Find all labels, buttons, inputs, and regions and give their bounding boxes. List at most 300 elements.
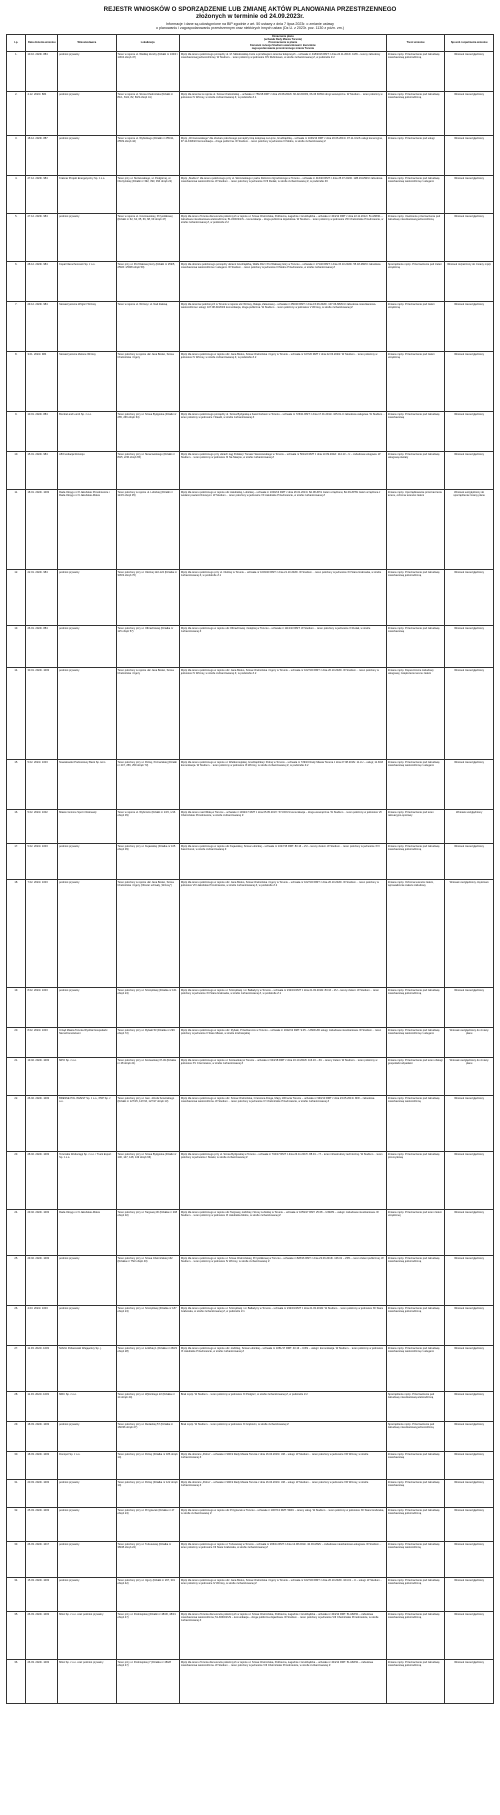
cell-date: 5.02. 2024r. 1003 [26, 844, 58, 880]
cell-date: 7.02. 2024r. 1003 [26, 880, 58, 988]
cell-lp: 12. [7, 570, 26, 626]
cell-request-content: Zmiana mpzp. Przeznaczenie pod zabudowę mieszkaniową [386, 1452, 444, 1480]
cell-request-content: Zmiana mpzp. Uwolnienie przeznaczenia pod zabudowę mieszkaniową jednorodzinną [386, 214, 444, 262]
cell-lp: 15. [7, 760, 26, 810]
cell-location: Teren przy ul. Podmiejskiej (Działki nr 48/30, 48/31 obręb 47) [116, 1612, 179, 1660]
cell-result: Wniosek nieuwzględniony [445, 1306, 494, 1346]
cell-date: 11.03. 2024r. 1003 [26, 1392, 58, 1422]
cell-result: Wniosek nieuwzględniony [445, 1480, 494, 1508]
cell-result: Wniosek uwzględniony częściowo [445, 880, 494, 988]
cell-result: Wniosek nieuwzględniony [445, 1422, 494, 1452]
table-row [7, 1256, 494, 1306]
cell-applicant: podmiot prywatny [58, 988, 116, 1028]
cell-plan-info: Mpzp dla obszaru „Polna” – uchwała nr 99/19 Rady Miasta Torunia z dnia 16.04.2019r. UM – usługi. W Studium… teren położony w jednostce XIII Wrzosy, w strefie zurbanizowanej Z [179, 1480, 386, 1508]
table-row [7, 1508, 494, 1542]
cell-applicant: NAVILI Poltarowski Wiejąwnicy Sp. j. [58, 1346, 116, 1392]
cell-location: Teren położony przy ul. Polnej (Działka nr 186 obręb 14) [116, 1452, 179, 1480]
header-plan-line4: zagospodarowania przestrzennego miasta Torunia [251, 47, 314, 51]
table-body [7, 52, 494, 1704]
cell-applicant: Rada Okręgu nr 9 Jakubskie-Mokre [58, 1210, 116, 1256]
cell-date: 26.03. 2024r. 1017 [26, 1542, 58, 1578]
cell-applicant: podmiot prywatny [58, 880, 116, 988]
cell-result: Wniosek rozpatrzony do zmiany mpzp [445, 262, 494, 302]
cell-result: Wniosek nieuwzględniony [445, 668, 494, 760]
cell-lp: 31. [7, 1480, 26, 1508]
cell-request-content: Zmiana mpzp. Przeznaczenie pod zabudowę mieszkaniową jednorodzinną [386, 1612, 444, 1660]
cell-lp: 13. [7, 626, 26, 668]
cell-request-content: Zmiana mpzp. Przeznaczenie pod teren obsługi gospodarki odpadami [386, 1058, 444, 1096]
cell-location: Teren w rejonie ul. Wybickiego (Działki nr 255/11, 255/9 obręb 44) [116, 136, 179, 176]
table-row [7, 1058, 494, 1096]
cell-request-content: Zmiana mpzp. Przeznaczenie pod zabudowę mieszkaniową jednorodzinną [386, 92, 444, 136]
cell-result: Wniosek uwzględniony do zmiany planu [445, 1028, 494, 1058]
table-row [7, 302, 494, 352]
cell-plan-info: Mpzp dla terenu położonego przy ulicach Łąg Polskiej i Tomasz Siewcowskiego w Toruniu – uchwała nr 501/22 RMT z dnia 13.09.2022r. 114.13 – U – zabudowa usługowa. W Studium… teren położony w jednostce XI Na Skarpie, w strefie zurbanizowanej Z [179, 452, 386, 490]
cell-location: Teren położony przy ul. Turkusowej (Działka nr 38/38 obręb 24) [116, 1542, 179, 1578]
header-plan-line1: (uchwała Rady Miasta Torunia) [263, 38, 302, 42]
header-content: Treść wniosku [386, 34, 444, 51]
cell-location: Teren w rejonie ul. Wielkiej Zemby (Działki nr 130/3 i 130/4 obręb 47) [116, 52, 179, 92]
cell-request-content: Zmiana mpzp. Przeznaczenie pod zabudowę mieszkaniową jednorodzinną [386, 1256, 444, 1306]
document-subtitle [6, 22, 494, 31]
cell-request-content: Zmiana mpzp. Przeznaczenie pod zabudowę mieszkaniową wielorodzinną z usługami [386, 1346, 444, 1392]
cell-location: Teren w rejonie ul. Czerniewskiej, Przysiółkowej (Działki nr 62, 64, 65, 66, 68, 69 obręb 47) [116, 214, 179, 262]
cell-date: 26.03. 2024r. 1003 [26, 1612, 58, 1660]
cell-request-content: Zmiana mpzp. Przeznaczenie pod zabudowę mieszkaniową jednorodzinną [386, 844, 444, 880]
cell-location: Teren położony przy ul. Szosa Chełmińskiej 162 (Działka nr 75/2 obręb 40) [116, 1256, 179, 1306]
cell-date: 27.12. 2023r. 984 [26, 176, 58, 214]
cell-request-content: Zmiana mpzp. Przeznaczenie pod zabudowę przemysłową [386, 1152, 444, 1210]
cell-result: Wniosek nieuwzględniony [445, 626, 494, 668]
cell-plan-info: Mpzp dla terenu nad Wisłą w Toruniu – uchwała nr 1032/17 RMT z dnia 05.05.2017r. 57-KDX/1 komunikacja – droga wewnętrzna. W Studium… teren położony w jednostce VII Chełmińskie Przedmieście, w strefie zurbanizowanej Z [179, 810, 386, 844]
subtitle-line-2: o planowaniu i zagospodarowaniu przestrzennym oraz niektórych innych ustaw (Dz.U. z 2023r. poz. 1130 z późn. zm.) [156, 26, 344, 31]
cell-date: 29.02. 2024r. 1003 [26, 1256, 58, 1306]
table-row [7, 1392, 494, 1422]
cell-date: 22.01. 2024r. 984 [26, 570, 58, 626]
cell-applicant: Domipol Sp. z o.o. [58, 1452, 116, 1480]
cell-applicant: podmiot prywatny [58, 844, 116, 880]
cell-result: Wniosek nieuwzględniony [445, 1096, 494, 1152]
cell-location: Teren położony przy ul. Rudackiej 57 (Działka nr 160/36 obręb 27) [116, 1422, 179, 1452]
cell-lp: 32. [7, 1508, 26, 1542]
cell-request-content: Zmiana mpzp. Przeznaczenie pod zabudowę mieszkaniową wielorodzinną [386, 1096, 444, 1152]
cell-applicant: podmiot prywatny [58, 1422, 116, 1452]
table-row [7, 570, 494, 626]
cell-plan-info: Mpzp „Chrzanowskiego” dla obszaru położonego pomiędzy linią kolejową na Lipno, Grudziądzką – uchwała nr 1046/13 RMT z dnia 20.06.2013r. 97.11-UG/S usługi komercyjne, 97.11-KDZ/2/3 komunikacja – droga publiczna. W Studium… teren położony w jednostce III Mokre, w strefie zurbanizowanej Z [179, 136, 386, 176]
cell-result: Wniosek nieuwzględniony [445, 1152, 494, 1210]
table-row [7, 1578, 494, 1612]
table-row [7, 844, 494, 880]
cell-plan-info: Mpzp dla terenu położonego w rejonie ulic Przypiecek w Toruniu – uchwała nr 1007/13 RMT. 54RU – tereny usług. W Studium… teren położony w jednostce XII Stara Grabowka, w strefie zurbanizowanej Z [179, 1508, 386, 1542]
header-plan-line3: Kierunek rozwoju Studium uwarunkowań i kierunków [249, 44, 316, 48]
cell-applicant: podmiot prywatny [58, 1256, 116, 1306]
table-row [7, 1346, 494, 1392]
cell-request-content: Zmiana mpzp. Przeznaczenie pod zabudowę mieszkaniową jednorodzinną [386, 570, 444, 626]
cell-date: 8.02. 2024r. 1003 [26, 988, 58, 1028]
table-row [7, 810, 494, 844]
cell-date: 26.03. 2024r. 1003 [26, 1660, 58, 1704]
cell-applicant: podmiot prywatny [58, 1508, 116, 1542]
cell-result: Wniosek nieuwzględniony [445, 412, 494, 452]
cell-plan-info: Mpzp dla terenów położonych w Toruniu w rejonie ulic Wrzosy, Rataja, Zalewowej – uchwała nr 456/20 RMT z dnia 15.06.2020r. 107.06-MMV/U zabudowa mieszkaniowo-wielorodzinna i usługi; 107.08-KDZ/2/3 komunikacja, droga publiczna. W Studium… teren położony w jednostce V Wrzosy, w strefie zurbanizowanej Z [179, 302, 386, 352]
cell-location: Teren położony przy ul. Targowej 30 (Działka nr 208 obręb 32) [116, 1210, 179, 1256]
cell-plan-info: Mpzp dla terenu Torunia dla terenów położonych w rejonie ul. Szosa Chełmińska, Polrkierna, Łagodnie i Grudziądzka – uchwała nr 404/12 RMT. 51-MM/31 – zabudowa mieszkaniowa wielorodzinna. W Studium… teren położony w jednostce VIII Chełmińskie Przedmieście, w strefie zurbanizowanej Z [179, 1660, 386, 1704]
cell-request-content: Zmiana mpzp. Przeznaczenie pod zabudowę mieszkaniową wielorodzinną z usługami [386, 176, 444, 214]
cell-applicant: Kraśnar Projekt Energetyczny Sp. z o.o. [58, 176, 116, 214]
cell-plan-info: Mpzp dla terenu położonego pomiędzy ul. M. Skłodowskiej-Curie a przebiegiem terenów kolejowych – uchwała nr 418/2016 RMT z dnia 24.11.2016r. 1MN – tereny zabudowy mieszkaniowej jednorodzinnej. W Studium… teren położony w jednostce XIV Rubinkowo, w strefie zurbanizowanej Z, w podstrefie Z.2 [179, 52, 386, 92]
cell-date: 29.02. 2024r. 1003 [26, 1210, 58, 1256]
table-row [7, 880, 494, 988]
cell-request-content: Zmiana mpzp. Przeznaczenie pod zabudowę mieszkaniową jednorodzinną [386, 1306, 444, 1346]
cell-plan-info: Mpzp dla terenu położonego w rejonie ul. Szczęśliwej i ul. Balladyny w Toruniu – uchwała nr 232/19 RMT z dnia 21.03.2019r. W Studium… teren położony w jednostce XII Stara Grabowka, w strefie zurbanizowanej Z, w podstrefie Z.1 [179, 1306, 386, 1346]
cell-location: Teren położony przy ul. Okólnej 122-124 (Działka nr 345/3 obręb 76) [116, 570, 179, 626]
cell-location: Teren położony przy ul. Szosa Bydgoska (Działki nr 265, 266 obręb 64) [116, 412, 179, 452]
cell-applicant: Urząd Miasta Torunia Wydział Gospodarki Nieruchomościami [58, 1028, 116, 1058]
header-result: Sposób rozpatrzenia wniosku [445, 34, 494, 51]
cell-request-content: Zmiana mpzp. Przeznaczenie pod zabudowę mieszkaniową [386, 626, 444, 668]
cell-applicant: Toruńskie Wodociągi Sp. z o.o. i Truck Export Sp. z o.o. [58, 1152, 116, 1210]
cell-location: Teren położony przy ul. Olbrachtowej (Działka nr 115 obręb 57) [116, 626, 179, 668]
cell-lp: 21. [7, 1058, 26, 1096]
table-row [7, 412, 494, 452]
cell-result: Wniosek nieuwzględniony [445, 1612, 494, 1660]
cell-request-content: Zmiana mpzp. Przeznaczenie pod zabudowę mieszkaniową jednorodzinną [386, 52, 444, 92]
cell-plan-info: Mpzp dla terenu położonego w rejonie ulic: Jana Bosko, Szosa Chełmińska i Ugory w Toruniu – uchwała nr 1027/20 RMT z dnia 26.10.2020r. W Studium… teren położony w jednostce VIII Jakubskie Przedmieście, w strefie zurbanizowanej Z, w podstrefie Z.2 [179, 880, 386, 988]
cell-request-content: Zmiana mpzp. Przeznaczenie pod zabudowę mieszkaniową jednorodzinną [386, 1508, 444, 1542]
cell-location: Teren położony przy ul. Wybickiego 22 (Działka nr 14 obręb 44) [116, 1392, 179, 1422]
cell-request-content: Sporządzenie mpzp. Przeznaczenie pod zabudowę mieszkaniową jednorodzinną [386, 1422, 444, 1452]
cell-plan-info: Brak mpzp. W Studium… teren położony w jednostce XI Podgórz, w strefie zurbanizowanej Z, w podstrefie Z.2 [179, 1392, 386, 1422]
cell-date: 19.02. 2024r. 1003 [26, 1058, 58, 1096]
header-plan-info [179, 34, 386, 51]
cell-lp: 1. [7, 52, 26, 92]
cell-date: 4.12. 2023r. 884 [26, 92, 58, 136]
cell-applicant: MGA Sp. z o.o. oraz podmiot prywatny [58, 1660, 116, 1704]
cell-applicant: AB Fundacja Rozwoju [58, 452, 116, 490]
table-row [7, 1452, 494, 1480]
cell-location: Teren położony przy ul. Polnej, Poznańskiej (Działki nr 247, 256, 259 obręb 73) [116, 760, 179, 810]
cell-lp: 3. [7, 136, 26, 176]
cell-location: Teren położony przy ul. Siewcowskiego (Działki nr 84/5, 2/36 obręb 65) [116, 452, 179, 490]
cell-lp: 10. [7, 452, 26, 490]
cell-location: Teren położony przy ul. Kociewskiej 37-49 (Działka nr 28 obręb 21) [116, 1058, 179, 1096]
cell-result: Wniosek nieuwzględniony [445, 1452, 494, 1480]
cell-result: Wniosek nieuwzględniony [445, 1210, 494, 1256]
cell-date: 27.12. 2023r. 984 [26, 214, 58, 262]
cell-applicant: BRESSE POL INVEST Sp. z o.o., PNP Sp. z o.o. [58, 1096, 116, 1152]
cell-result: Wniosek uwzględniony do sporządzenia zmiany planu [445, 490, 494, 570]
document-title [6, 6, 494, 21]
cell-lp: 9. [7, 412, 26, 452]
cell-date: 28.02. 2024r. 1003 [26, 1152, 58, 1210]
table-row [7, 988, 494, 1028]
table-row [7, 1096, 494, 1152]
cell-lp: 19. [7, 988, 26, 1028]
cell-result: Wniosek nieuwzględniony [445, 570, 494, 626]
cell-location: Teren położony w rejonie ul. Lubickiej (Działki nr 11/15 obręb 35) [116, 490, 179, 570]
cell-date: 10.10. 2023r. 884 [26, 52, 58, 92]
cell-request-content: Zmiana mpzp. Przeznaczenie pod zabudowę mieszkaniową [386, 1480, 444, 1508]
cell-applicant: Rada Okręgu nr 8 Jakubskie Przedmieście i Rada Okręgu nr 9 Jakubskie-Mokre [58, 490, 116, 570]
cell-date: 8.02. 2024r. 1003 [26, 1028, 58, 1058]
cell-date: 30.01. 2024r. 1003 [26, 668, 58, 760]
cell-request-content: Zmiana mpzp. Przeznaczenie pod zabudowę mieszkaniową jednorodzinną [386, 988, 444, 1028]
cell-lp: 7. [7, 302, 26, 352]
table-row [7, 136, 494, 176]
register-table [6, 34, 494, 1704]
cell-request-content: Zmiana mpzp. Przeznaczenie pod usługi [386, 136, 444, 176]
cell-lp: 33. [7, 1542, 26, 1578]
cell-applicant: podmiot prywatny [58, 1542, 116, 1578]
cell-date: 18.12. 2023r. 887 [26, 136, 58, 176]
table-row [7, 668, 494, 760]
cell-result: Wniosek nieuwzględniony [445, 52, 494, 92]
cell-date: 15.03. 2024r. 1003 [26, 1578, 58, 1612]
cell-location: Teren przy ul. Prof Dałowej Góry (Działki nr 259/5, 259/6 i 259/8 obręb 59) [116, 262, 179, 302]
title-line-2: złożonych w terminie od 24.09.2023r. [196, 13, 304, 21]
cell-plan-info: Mpzp „Studium” dla terenu położonego przy ul. Skrzetuskiego i parku Rolniczo-Ogrodniczego w Toruniu – uchwała nr 416/20 RMT z dnia 25.07.2020r. 12B.19-MW/U zabudowa mieszkaniowa wielorodzinna. W Studium… teren położony w jednostce XVII Rudak, w strefie zurbanizowanej Z, w podstrefie Z3 [179, 176, 386, 214]
table-row [7, 262, 494, 302]
table-row [7, 1210, 494, 1256]
cell-result: Wniosek nieuwzględniony [445, 302, 494, 352]
cell-request-content: Zmiana mpzp. Uporządkowanie przeznaczenia terenu, ochrona terenów zieleni [386, 490, 444, 570]
table-header-row [7, 34, 494, 51]
cell-location: Teren położony przy ul. Gen. Józefa Sowińskiego (Działki nr 127/15, 127/16, 127/17 obręb 13) [116, 1096, 179, 1152]
cell-location: Teren przy ul. Skrzetuskiego, ul. Podgórnej, ul. Olsztyńskiej (Działki nr 392, 393, 394 obręb 22) [116, 176, 179, 214]
cell-plan-info: Mpzp dla terenu położonego w rejonie ulic: Jana Bosko, Szosa Chełmińska i Ugory w Toruniu – uchwała nr 1027/20 RMT z dnia 26.10.2020r. W Studium… teren położony w jednostce IV Wrzosy, w strefie zurbanizowanej Z, w podstrefie Z.2 [179, 668, 386, 760]
table-row [7, 352, 494, 412]
cell-request-content: Zmiana mpzp. Przeznaczenie pod zabudowę mieszkaniową wielorodzinną [386, 1542, 444, 1578]
cell-applicant: podmiot prywatny [58, 1306, 116, 1346]
cell-plan-info: Mpzp dla terenu położonego pomiędzy ul. Szosa Bydgoską a Kaszczorkiem w Toruniu – uchwała nr 726/11 RMT z dnia 17.01.2011r. 105.01-U zabudowa usługowa. W Studium… teren położony w jednostce I Stawki, w strefie zurbanizowanej Z [179, 412, 386, 452]
cell-lp: 5. [7, 214, 26, 262]
cell-result: Wniosek nieuwzględniony [445, 92, 494, 136]
cell-location: Teren położony przy ul. Szczęśliwej (Działka nr 161 obręb 24) [116, 988, 179, 1028]
cell-result: Wniosek uwzględniony [445, 810, 494, 844]
cell-result: Wniosek nieuwzględniony [445, 760, 494, 810]
cell-plan-info: Mpzp dla terenu położonego w rejonie ulic: Szosa Chełmińska, Czerwona Droga, Mapy 100 lecia Toruniu – uchwała nr 930/13 RMT z dnia 23.05.2013r. MW – zabudowa mieszkaniowa wielorodzinna. W Studium… teren położony w jednostce IV Chełmińskie Przedmieście, w strefie zurbanizowanej Z [179, 1096, 386, 1152]
cell-lp: 11. [7, 490, 26, 570]
cell-plan-info: Mpzp dla terenu położonego w rejonie ulic Kujawskiej, Szosa Lubickiej – uchwała nr 1027/15 RMT. 83.16 – ZU – tereny zieleni. W Studium… teren położony w jednostce XVI Kaszczorek, w strefie zurbanizowanej Z [179, 844, 386, 880]
cell-location: Teren położony w rejonie ulic Jana Bosko, Szosa Chełmińska i Ugory [116, 668, 179, 760]
cell-request-content: Zmiana mpzp. Przeznaczenie pod zabudowę mieszkaniową jednorodzinną [386, 1578, 444, 1612]
cell-applicant: Bombel and Lumb Sp. z o.o. [58, 412, 116, 452]
cell-plan-info: Mpzp dla terenu położonego w rejonie ulic: Jana Bosko, Szosa Chełmińska i Ugory w Toruniu – uchwała nr 1027/20 RMT z dnia 26.10.2020r. 104.01 – U – usługi. W Studium… teren położony w jednostce IV Wrzosy, w strefie zurbanizowanej Z [179, 1578, 386, 1612]
cell-result: Wniosek nieuwzględniony [445, 136, 494, 176]
cell-date: 18.03. 2024r. 1003 [26, 1452, 58, 1480]
cell-request-content: Zmiana mpzp. Przeznaczenie pod zabudowę mieszkaniową jednorodzinną [386, 1660, 444, 1704]
cell-applicant: podmiot prywatny [58, 52, 116, 92]
cell-lp: 29. [7, 1422, 26, 1452]
cell-date: 29.12. 2023r. 984 [26, 302, 58, 352]
cell-location: Teren położony w rejonie ulic Jana Bosko, Szosa Chełmińska i Ugory (Obszar uchwały „Wrzosy”) [116, 880, 179, 988]
cell-lp: 25. [7, 1256, 26, 1306]
cell-request-content: Zmiana mpzp. Przeznaczenie pod teren zieleni urządzonej [386, 1210, 444, 1256]
cell-plan-info: Mpzp dla terenu położonego przy ul. Szosa Bydgoskiej w Toruniu – uchwała nr 704/17 RMT z dnia 23.11.2017r. 88.01 – IT – teren infrastruktury technicznej. W Studium… teren położony w jednostce I Stawki, w strefie zurbanizowanej Z [179, 1152, 386, 1210]
cell-plan-info: Mpzp dla obszaru „Polna” – uchwała nr 99/19 Rady Miasta Torunia z dnia 16.04.2019r. UM – usługi. W Studium… teren położony w jednostce XIII Wrzosy, w strefie zurbanizowanej Z [179, 1452, 386, 1480]
cell-result: Wniosek nieuwzględniony [445, 1346, 494, 1392]
table-row [7, 92, 494, 136]
table-row [7, 1542, 494, 1578]
cell-location: Teren w rejonie ul. Szosa Chełmińska (Działki nr 81/1, 81/2, 82, 83/3 obręb 41) [116, 92, 179, 136]
table-row [7, 1152, 494, 1210]
cell-plan-info: Mpzp dla terenu położonego w rejonie ulic Targowej, Łódzkiej i Szosy Lubickiej w Toruniu – uchwała nr 1059/17 RMT. 25.08 – U/MWS – usługi i zabudowa mieszkaniowa. W Studium… teren położony w jednostce IX Jakubskie-Mokre, w strefie zurbanizowanej Z [179, 1210, 386, 1256]
cell-lp: 23. [7, 1152, 26, 1210]
cell-applicant: podmiot prywatny [58, 92, 116, 136]
cell-lp: 4. [7, 176, 26, 214]
cell-lp: 2. [7, 92, 26, 136]
cell-date: 4.03. 2024r. 1003 [26, 1306, 58, 1346]
cell-plan-info: Mpzp dla terenu położonego w rejonie ulic: Rybaki, Przedzamcze w Toruniu – uchwała nr 1022/13 RMT. 9.05 – U/MW-ZD usługi, zabudowa mieszkaniowa. W Studium… teren położony w jednostce II Stare Miasto, w strefie śródmiejskiej [179, 1028, 386, 1058]
title-line-1: REJESTR WNIOSKÓW O SPORZĄDZENIE LUB ZMIANĘ AKTÓW PLANOWANIA PRZESTRZENNEGO [103, 6, 397, 13]
cell-lp: 22. [7, 1096, 26, 1152]
cell-result: Wniosek uwzględniony do zmiany planu [445, 1058, 494, 1096]
cell-date: 26.01. 2024r. 884 [26, 626, 58, 668]
cell-location: Teren położony przy ul. Przypiecek (Działka nr 47 obręb 24) [116, 1508, 179, 1542]
header-plan-top: Oznaczenie planu [271, 35, 294, 39]
cell-lp: 24. [7, 1210, 26, 1256]
cell-date: 18.01. 2024r. 1003 [26, 490, 58, 570]
cell-applicant: podmiot prywatny [58, 626, 116, 668]
cell-applicant: Stowarzyszenie Zielone Wrzosy [58, 352, 116, 412]
cell-plan-info: Mpzp dla terenu położonego w rejonie ul. Kociewskiej w Toruniu – uchwała nr 643/18 RMT z dnia 16.10.2018r. 116.16 – ZU – tereny zieleni. W Studium… teren położony w jednostce XV Czerniewice, w strefie zurbanizowanej Z [179, 1058, 386, 1096]
cell-request-content: Zmiana mpzp. Przeznaczenie pod zabudowę mieszkaniową wielorodzinną z usługami [386, 760, 444, 810]
cell-date: 15.01. 2024r. 984 [26, 452, 58, 490]
cell-applicant: podmiot prywatny [58, 570, 116, 626]
cell-lp: 6. [7, 262, 26, 302]
header-plan-line2: Przeznaczenie w planie [268, 41, 298, 45]
cell-location: Teren w rejonie ul. Wybrzeże (Działki nr 1/15, 1/16 obręb 39) [116, 810, 179, 844]
cell-applicant: Stowarzyszenie Wzgórz Wrzosy [58, 302, 116, 352]
cell-result: Wniosek nieuwzględniony [445, 1392, 494, 1422]
cell-request-content: Zmiana mpzp. Dopuszczenie zabudowy usługowej, zwiększenie terenu zieleni [386, 668, 444, 760]
cell-plan-info: Mpzp dla terenu położonego w rejonie ul. Turkusowej w Toruniu – uchwała nr 206/11 RMT z dnia 12.08.2011r. 42.03-MN/U – zabudowa mieszkaniowo-usługowa. W Studium… teren położony w jednostce XII Stara Grabowka, w strefie zurbanizowanej Z [179, 1542, 386, 1578]
table-row [7, 176, 494, 214]
cell-result: Wniosek nieuwzględniony [445, 1660, 494, 1704]
cell-lp: 26. [7, 1306, 26, 1346]
header-lp: Lp. [7, 34, 26, 51]
cell-location: Teren przy ul. Podmiejskiej 7 (Działka nr 48/28 obręb 47) [116, 1660, 179, 1704]
cell-date: 5.02. 2024r. 1002 [26, 810, 58, 844]
cell-location: Teren w rejonie ul. Wrzosy i ul. Nad Zalewą [116, 302, 179, 352]
table-row [7, 1422, 494, 1452]
table-row [7, 626, 494, 668]
cell-result: Wniosek nieuwzględniony [445, 844, 494, 880]
cell-request-content: Zmiana mpzp. Przeznaczenie pod zabudowę mieszkaniową [386, 412, 444, 452]
table-row [7, 452, 494, 490]
cell-plan-info: Mpzp dla terenu Torunia dla terenów położonych w rejonie ul. Szosa Chełmińska, Polrkierna, Łagodnie i Grudziądzka – uchwała nr 404/12 RMT z dnia 22.11.2012r. 51-MM/31 – zabudowa mieszkaniowa wielorodzinna; 51-KDD/3/1/S – komunikacja – droga publiczna dojazdowa. W Studium… teren położony w jednostce VIII Chełmińskie Przedmieście, w strefie zurbanizowanej Z, w podstrefie Z.2 [179, 214, 386, 262]
table-row [7, 52, 494, 92]
cell-result: Wniosek nieuwzględniony [445, 988, 494, 1028]
table-row [7, 1612, 494, 1660]
cell-date: 25.03. 2024r. 1003 [26, 1508, 58, 1542]
cell-location: Teren położony przy ul. Polnej (Działka nr 122 obręb 14) [116, 1480, 179, 1508]
cell-location: Teren położony przy ul. Szosa Bydgoska (Działki nr 146, 147, 148, 149 obręb 66) [116, 1152, 179, 1210]
cell-applicant: podmiot prywatny [58, 668, 116, 760]
cell-result: Wniosek nieuwzględniony [445, 1256, 494, 1306]
cell-result: Wniosek nieuwzględniony [445, 176, 494, 214]
cell-lp: 30. [7, 1452, 26, 1480]
table-row [7, 1028, 494, 1058]
cell-result: Wniosek nieuwzględniony [445, 1578, 494, 1612]
cell-plan-info: Mpzp dla terenu położonego w rejonie ulic: Łódzkiej, Szosa Lubickiej – uchwała nr 1051/17 RMT. 43.13 – U/KS – usługi i komunikacja. W Studium… teren położony w jednostce IX Jakubskie Przedmieście, w strefie zurbanizowanej Z [179, 1346, 386, 1392]
cell-date: 28.12. 2023r. 984 [26, 262, 58, 302]
cell-request-content: Zmiana mpzp. Przeznaczenie pod teren rekreacyjno-sportowy [386, 810, 444, 844]
table-row [7, 1306, 494, 1346]
cell-lp: 28. [7, 1392, 26, 1422]
cell-applicant: MRC Sp. z o.o. [58, 1392, 116, 1422]
cell-location: Teren położony przy ul. Kujawskiej (Działka nr 105 obręb 39) [116, 844, 179, 880]
cell-plan-info: Mpzp dla terenu Torunia dla terenów położonych w rejonie ul. Szosa Chełmińska, Polrkierna, Łagodnie i Grudziądzka – uchwała nr 404/12 RMT. 51-MM/31 – zabudowa mieszkaniowa wielorodzinna; 51-KDD/3/1/S – komunikacja – droga publiczna dojazdowa. W Studium… teren położony w jednostce VIII Chełmińskie Przedmieście, w strefie zurbanizowanej Z [179, 1612, 386, 1660]
cell-applicant: MGA Sp. z o.o. oraz podmiot prywatny [58, 1612, 116, 1660]
header-date: Data złożenia wniosku [26, 34, 58, 51]
cell-location: Teren położony przy ul. Szczęśliwej (Działka nr 187 obręb 24) [116, 1306, 179, 1346]
header-location: Lokalizacja [116, 34, 179, 51]
cell-lp: 17. [7, 844, 26, 880]
cell-applicant: podmiot prywatny [58, 1578, 116, 1612]
cell-lp: 34. [7, 1578, 26, 1612]
cell-plan-info: Mpzp dla terenu położonego w rejonie ul. Wielkomiejskiej, Grudziądzkiej i Polnej w Toruniu – uchwała nr 729/16 Rady Miasta Torunia z dnia 27.08.2016r. 11.LU – usługi; 11.KDZ komunikacja. W Studium… teren położony w jednostce IX Wrzosy, w strefie zurbanizowanej Z, w podstrefie Z.2 [179, 760, 386, 810]
cell-plan-info: Mpzp dla terenu położonego w rejonie ulic Olbrachtowej i Gołębiej w Toruniu – uchwała nr 1113/13 RMT. W Studium… teren położony w jednostce X Rudak, w strefie zurbanizowanej Z [179, 626, 386, 668]
cell-applicant: Nowakowski Podmiotowy Bank Sp. kom. [58, 760, 116, 810]
table-row [7, 1660, 494, 1704]
table-row [7, 490, 494, 570]
cell-result: Wniosek nieuwzględniony [445, 352, 494, 412]
cell-result: Wniosek nieuwzględniony [445, 214, 494, 262]
cell-lp: 35. [7, 1612, 26, 1660]
cell-request-content: Zmiana mpzp. Przeznaczenie pod zabudowę usługową oświaty [386, 452, 444, 490]
cell-plan-info: Brak mpzp. W Studium… teren położony w jednostce XI Grębocin, w strefie zurbanizowanej Z [179, 1422, 386, 1452]
cell-date: 26.02. 2024r. 1003 [26, 1096, 58, 1152]
cell-request-content: Zmiana mpzp. Ochrona terenów zieleni, wprowadzenie zakazu zabudowy [386, 880, 444, 988]
cell-plan-info: Mpzp dla terenu położonego w rejonie ul. Szczęśliwej i ul. Balladyny w Toruniu – uchwała nr 232/19 RMT z dnia 21.03.2019r. 83.16 – ZU – tereny zieleni. W Studium… teren położony w jednostce XII Stara Grabowka, w strefie zurbanizowanej Z, w podstrefie Z.1 [179, 988, 386, 1028]
cell-lp: 8. [7, 352, 26, 412]
cell-lp: 14. [7, 668, 26, 760]
cell-plan-info: Mpzp dla terenu położonego w rejonie ulic: Jana Bosko, Szosa Chełmińska i Ugory w Toruniu – uchwała nr 107/20 RMT z dnia 22.03.2020r. W Studium… teren położony w jednostce IV Wrzosy, w strefie zurbanizowanej Z, w podstrefie Z.2 [179, 352, 386, 412]
cell-applicant: Miasto Gminne Sport i Rekreacji [58, 810, 116, 844]
cell-lp: 27. [7, 1346, 26, 1392]
cell-applicant: podmiot prywatny [58, 136, 116, 176]
cell-date: 11.03. 2024r. 1003 [26, 1346, 58, 1392]
cell-plan-info: Mpzp dla obszaru położonego pomiędzy ulicami Grudziądzką, Walfe Róż i Prof Dałowej Góry w Toruniu – uchwała nr 171/20 RMT z dnia 15.10.2020r. 55.18-MW/U zabudowa mieszkaniowa wielorodzinna z usługami. W Studium… teren położony w jednostce III Mokre Przedmieście, w strefie zurbanizowanej Z [179, 262, 386, 302]
table-row [7, 760, 494, 810]
cell-result: Wniosek nieuwzględniony [445, 1508, 494, 1542]
cell-date: 10.01. 2024r. 884 [26, 412, 58, 452]
cell-plan-info: Mpzp dla terenu położonego w rejonie ul. Szosa Chełmińskiej, Przysiółkowej w Toruniu – uchwała nr 828/16 RMT z dnia 23.06.2016r. 106.01 – ZP/1 – teren zieleni publicznej. W Studium… teren położony w jednostce IV Wrzosy, w strefie zurbanizowanej Z [179, 1256, 386, 1306]
cell-applicant: MPO Sp. z o.o. [58, 1058, 116, 1096]
cell-request-content: Sporządzenie mpzp. Przeznaczenie pod zabudowę mieszkaniową wielorodzinną [386, 1392, 444, 1422]
cell-date: 18.03. 2024r. 1003 [26, 1422, 58, 1452]
cell-plan-info: Mpzp dla terenu położonego przy ul. Okólnej w Toruniu – uchwała nr 1003/20 RMT z dnia 21.10.2020r. W Studium… teren położony w jednostce XII Stara Grabowka, w strefie zurbanizowanej Z, w podstrefie Z.1 [179, 570, 386, 626]
table-row [7, 214, 494, 262]
cell-location: Teren położony przy ul. Rybaki 53 (Działka nr 299 obręb 72) [116, 1028, 179, 1058]
cell-location: Teren położony przy ul. Łódzkiej 1 (Działka nr 260/3 obręb 28) [116, 1346, 179, 1392]
cell-date: 5.02. 2024r. 1003 [26, 760, 58, 810]
cell-request-content: Sporządzenie mpzp. Przeznaczenie pod zieleń urządzoną [386, 262, 444, 302]
cell-lp: 16. [7, 810, 26, 844]
cell-date: 20.03. 2024r. 1003 [26, 1480, 58, 1508]
cell-request-content: Zmiana mpzp. Przeznaczenie pod zieleń urządzoną [386, 352, 444, 412]
cell-applicant: Kopal Nieruchomości Sp. z o.o. [58, 262, 116, 302]
cell-location: Teren położony przy ul. Ugory (Działki nr 297, 301 obręb 42) [116, 1578, 179, 1612]
cell-lp: 36. [7, 1660, 26, 1704]
cell-lp: 18. [7, 880, 26, 988]
cell-request-content: Zmiana mpzp. Przeznaczenie pod zieleń urządzoną [386, 302, 444, 352]
cell-lp: 20. [7, 1028, 26, 1058]
cell-applicant: podmiot prywatny [58, 214, 116, 262]
table-row [7, 1480, 494, 1508]
cell-result: Wniosek nieuwzględniony [445, 1542, 494, 1578]
